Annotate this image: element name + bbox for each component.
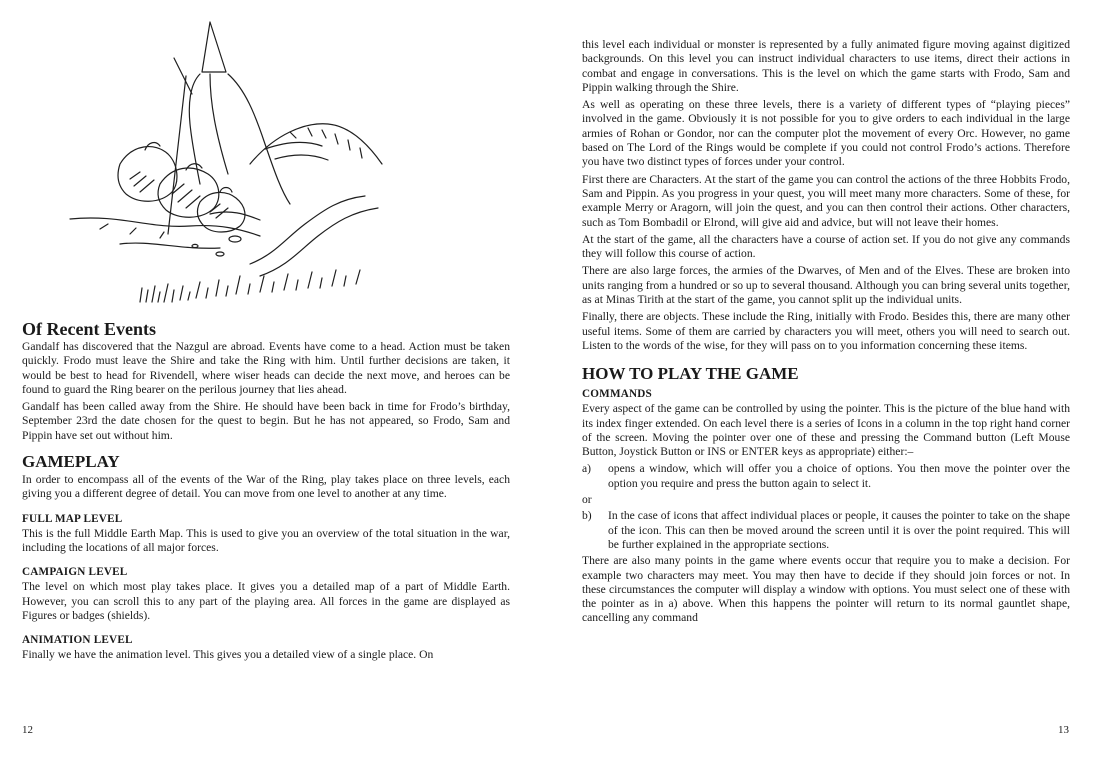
page-number-right: 13 [1058,724,1069,736]
how-to-play-heading: HOW TO PLAY THE GAME [582,364,799,384]
hobbits-and-wizard-pen-drawing-icon [60,14,400,314]
animation-level-heading: ANIMATION LEVEL [22,634,133,647]
commands-intro: Every aspect of the game can be controlled by using the pointer. This is the picture of the blue hand with its index finger extended. On each level there is a series of Icons in a column in the top right hand corner of the screen. Moving the pointer over one of these and pressing the Command button (Left Mouse Button, Joystick Button or INS or ENTER keys as appropriate) either:– [582,402,1070,459]
page-number-left: 12 [22,724,33,736]
list-item [582,462,1070,491]
recent-events-paragraph: Gandalf has discovered that the Nazgul are abroad. Events have come to a head. Action must be taken quickly. Frodo must leave the Shire and take the Ring with him. Until further decisions are taken, it would be best to head for Rivendell, where wiser heads can decide the next move, and heroes can be found to guard the Ring bearer on the perilous journey that lies ahead. [22,340,510,396]
animation-level-text: Finally we have the animation level. This gives you a detailed view of a single place. On [22,648,434,662]
gameplay-heading: GAMEPLAY [22,452,120,472]
body-paragraph: There are also large forces, the armies of the Dwarves, of Men and of the Elves. These are broken into units ranging from a hundred or so up to several thousand. Although you can bring several units together, as at Minas Tirith at the start of the game, you cannot split up the individual units. [582,264,1070,307]
campaign-level-heading: CAMPAIGN LEVEL [22,566,128,579]
campaign-level-text: The level on which most play takes place. It gives you a detailed map of a part of Middle Earth. However, you can scroll this to any part of the playing area. All forces in the game are displayed as Figures or badges (shields). [22,580,510,622]
left-text-column [22,318,510,665]
or-separator: or [582,493,592,507]
full-map-level-heading: FULL MAP LEVEL [22,512,123,525]
list-item-label: a) [582,462,592,476]
commands-heading: COMMANDS [582,388,652,401]
body-paragraph: At the start of the game, all the characters have a course of action set. If you do not give any commands they will follow this course of action. [582,232,1070,261]
body-paragraph: As well as operating on these three levels, there is a variety of different types of “playing pieces” involved in the game. Obviously it is not possible for you to give orders to each individual in the large armies of Rohan or Gondor, nor can the computer plot the movement of every Orc. However, no game based on The Lord of the Rings would be complete if you could not control Frodo’s actions. Therefore you have two distinct types of forces under your control. [582,98,1070,169]
body-paragraph: this level each individual or monster is represented by a fully animated figure moving against digitized backgrounds. On this level you can instruct individual characters to use items, direct their actions in combat and engage in conversations. This is the level on which the game starts with Frodo, Sam and Pippin walking through the Shire. [582,38,1070,94]
gameplay-intro: In order to encompass all of the events of the War of the Ring, play takes place on three levels, each giving you a different degree of detail. You can move from one level to another at any time. [22,473,510,501]
list-item-text: In the case of icons that affect individual places or people, it causes the pointer to take on the shape of the icon. This can then be moved around the screen until it is over the point required. This will be further explained in the appropriate sections. [608,509,1070,551]
right-page [550,0,1100,776]
commands-closing: There are also many points in the game where events occur that require you to make a decision. For example two characters may meet. You may then have to decide if they should join forces or not. In these circumstances the computer will display a window with options. You must select one of these with the pointer as in a) above. When this happens the pointer will return to its normal gauntlet shape, cancelling any command [582,554,1070,625]
list-item-label: b) [582,509,592,523]
recent-events-paragraph: Gandalf has been called away from the Shire. He should have been back in time for Frodo’s birthday, September 23rd the date chosen for the quest to begin. But he has not appeared, so Frodo, Sam and Pippin have set out without him. [22,400,510,442]
body-paragraph: Finally, there are objects. These include the Ring, initially with Frodo. Besides this, there are many other useful items. Some of them are carried by characters you will meet, others you will need to search out. Listen to the words of the wise, for they will pass on to you information concerning these items. [582,310,1070,352]
right-text-column [582,38,1070,629]
recent-events-heading: Of Recent Events [22,319,156,339]
list-item [582,509,1070,552]
body-paragraph: First there are Characters. At the start of the game you can control the actions of the three Hobbits Frodo, Sam and Pippin. As you progress in your quest, you will meet many more characters. Some of these, for example Merry or Aragorn, will join the quest, and you can then control their actions. Other characters, such as Tom Bombadil or Elrond, will give aid and advice, but will not leave their homes. [582,172,1070,229]
list-item-text: opens a window, which will offer you a choice of options. You then move the pointer over the option you require and press the button again to select it. [608,462,1070,490]
full-map-level-text: This is the full Middle Earth Map. This is used to give you an overview of the total situation in the war, including the locations of all major forces. [22,526,510,554]
